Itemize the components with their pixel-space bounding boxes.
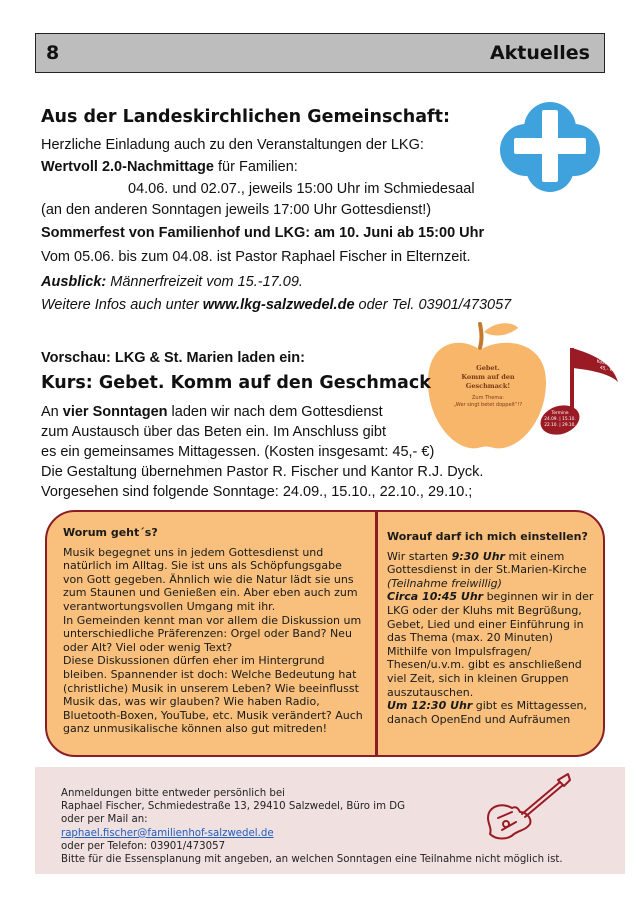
worum-line: natürlich im Alltag. Sie ist uns als Schöpfungsgabe: [63, 559, 342, 573]
worauf-line: [387, 550, 593, 564]
gottesdienst-note: (an den anderen Sonntagen jeweils 17:00 Uhr Gottesdienst!): [41, 202, 432, 218]
kurs-line-1-bold: vier Sonntagen: [62, 404, 168, 420]
infos-line: [41, 296, 511, 314]
box-divider: [375, 512, 378, 755]
worauf-line: Gottesdienst in der St.Marien-Kirche: [387, 563, 587, 577]
footer-line: oder per Mail an:: [61, 814, 148, 826]
worum-line: ganz unmusikalische können also gut mitreden!: [63, 722, 328, 736]
worauf-line: (Teilnahme freiwillig): [387, 576, 502, 590]
worauf-text: Wir starten: [387, 549, 452, 563]
wertvoll-rest: für Familien:: [213, 159, 298, 175]
page-number: 8: [46, 42, 60, 64]
note-cost-value: 45,- €: [599, 365, 614, 374]
worum-line: bleiben. Spannender ist doch: Welche Bedeutung hat: [63, 667, 357, 681]
worum-line: In Gemeinden kennt man vor allem die Diskussion um: [63, 613, 362, 627]
wertvoll-label: Wertvoll 2.0-Nachmittage: [41, 159, 214, 175]
worauf-line: LKG oder der Kluhs mit Begrüßung,: [387, 603, 582, 617]
time-circa: Circa 10:45 Uhr: [387, 590, 484, 604]
footer-line: Bitte für die Essensplanung mit angeben, an welchen Sonntagen eine Teilnahme nicht möglich ist.: [61, 854, 563, 866]
kurs-title: Kurs: Gebet. Komm auf den Geschmack: [41, 373, 431, 393]
worum-line: Bluetooth-Boxen, YouTube, etc. Musik verändert? Auch: [63, 708, 363, 722]
apple-text-2: Komm auf den: [461, 373, 515, 381]
worauf-text: gibt es Mittagessen,: [472, 699, 587, 713]
apple-text-1: Gebet.: [476, 364, 500, 372]
kurs-line-1-pre: An: [41, 404, 63, 420]
time-start: 9:30 Uhr: [451, 549, 505, 563]
worauf-line: Thesen/u.v.m. gibt es anschließend: [387, 658, 582, 672]
section-title: Aktuelles: [489, 42, 590, 64]
worum-line: zum Staunen und Genießen ein. Aber eben auch zum: [63, 586, 358, 600]
guitar-icon: [482, 772, 574, 844]
note-dates-2: 22.10. | 29.10.: [544, 423, 576, 428]
worauf-line: [387, 590, 593, 604]
worauf-line: das Thema (max. 20 Minuten): [387, 631, 553, 645]
worum-line: Diese Diskussionen dürfen eher im Hintergrund: [63, 654, 325, 668]
worauf-line: danach OpenEnd und Aufräumen: [387, 712, 571, 726]
kurs-line-3: es ein gemeinsames Mittagessen. (Kosten insgesamt: 45,- €): [41, 444, 435, 460]
ausblick-label: Ausblick:: [41, 274, 107, 290]
worauf-line: [387, 699, 593, 713]
worauf-text: beginnen wir in der: [483, 590, 594, 604]
ausblick-rest: Männerfreizeit vom 15.-17.09.: [106, 274, 303, 290]
apple-music-illustration: [422, 318, 627, 458]
footer-line: Anmeldungen bitte entweder persönlich bei: [61, 788, 285, 799]
kurs-line-2: zum Austausch über das Beten ein. Im Anschluss gibt: [41, 424, 386, 440]
worauf-line: Gebet, Lied und einer Einführung in: [387, 617, 584, 631]
lkg-title: Aus der Landeskirchlichen Gemeinschaft:: [41, 107, 451, 127]
lkg-cross-logo-icon: [498, 98, 602, 194]
worum-title: Worum geht´s?: [63, 526, 158, 539]
note-dates-label: Termine: [551, 411, 569, 416]
note-cost-label: Kosten: [596, 359, 613, 368]
ausblick-line: [41, 273, 303, 291]
worauf-column: [387, 530, 593, 726]
kurs-line-5: Vorgesehen sind folgende Sonntage: 24.09., 15.10., 22.10., 29.10.;: [41, 484, 473, 500]
apple-text-3: Geschmack!: [465, 382, 511, 390]
infos-pre: Weitere Infos auch unter: [41, 297, 203, 313]
worum-column: [63, 526, 363, 736]
worauf-line: viel Zeit, sich in kleinen Gruppen: [387, 671, 569, 685]
worum-line: von Gott gegeben. Ähnlich wie die Natur lädt sie uns: [63, 572, 354, 586]
worauf-title: Worauf darf ich mich einstellen?: [387, 530, 588, 543]
kurs-info-box: [45, 510, 605, 757]
elternzeit-line: Vom 05.06. bis zum 04.08. ist Pastor Raphael Fischer in Elternzeit.: [41, 249, 471, 265]
worum-line: verantwortungsvollen Umgang mit ihr.: [63, 599, 276, 613]
apple-text-4: Zum Thema:: [472, 395, 504, 401]
time-lunch: Um 12:30 Uhr: [387, 699, 473, 713]
worauf-line: auszutauschen.: [387, 685, 474, 699]
worum-line: Musik das, was wir glauben? Wie haben Radio,: [63, 695, 320, 709]
sommerfest-line: Sommerfest von Familienhof und LKG: am 10. Juni ab 15:00 Uhr: [41, 225, 485, 241]
lkg-intro: Herzliche Einladung auch zu den Veranstaltungen der LKG:: [41, 137, 424, 153]
page-header: [35, 33, 605, 73]
worum-text: [63, 546, 363, 736]
lkg-website-link[interactable]: www.lkg-salzwedel.de: [202, 297, 355, 313]
kurs-preview: Vorschau: LKG & St. Marien laden ein:: [41, 350, 305, 366]
worauf-line: Mithilfe von Impulsfragen/: [387, 644, 532, 658]
wertvoll-dates: 04.06. und 02.07., jeweils 15:00 Uhr im Schmiedesaal: [128, 181, 475, 197]
worum-line: Musik begegnet uns in jedem Gottesdienst und: [63, 545, 324, 559]
footer-line: Raphael Fischer, Schmiedestraße 13, 29410 Salzwedel, Büro im DG: [61, 801, 406, 813]
email-link[interactable]: raphael.fischer@familienhof-salzwedel.de: [61, 827, 274, 839]
kurs-line-1-post: laden wir nach dem Gottesdienst: [167, 404, 383, 420]
kurs-line-1: [41, 403, 383, 421]
footer-line: oder per Telefon: 03901/473057: [61, 840, 226, 852]
note-dates-1: 24.09. | 15.10.: [544, 417, 576, 422]
worauf-text: mit einem: [504, 549, 565, 563]
wertvoll-line: [41, 158, 298, 176]
worum-line: unterschiedliche Präferenzen: Orgel oder Band? Neu: [63, 627, 352, 641]
worum-line: (christliche) Musik in unserem Leben? Wie beeinflusst: [63, 681, 359, 695]
worum-line: oder Alt? Viel oder wenig Text?: [63, 640, 233, 654]
apple-text-5: „Wer singt betet doppelt“!?: [453, 402, 523, 408]
kurs-line-4: Die Gestaltung übernehmen Pastor R. Fischer und Kantor R.J. Dyck.: [41, 464, 484, 480]
infos-post: oder Tel. 03901/473057: [354, 297, 512, 313]
